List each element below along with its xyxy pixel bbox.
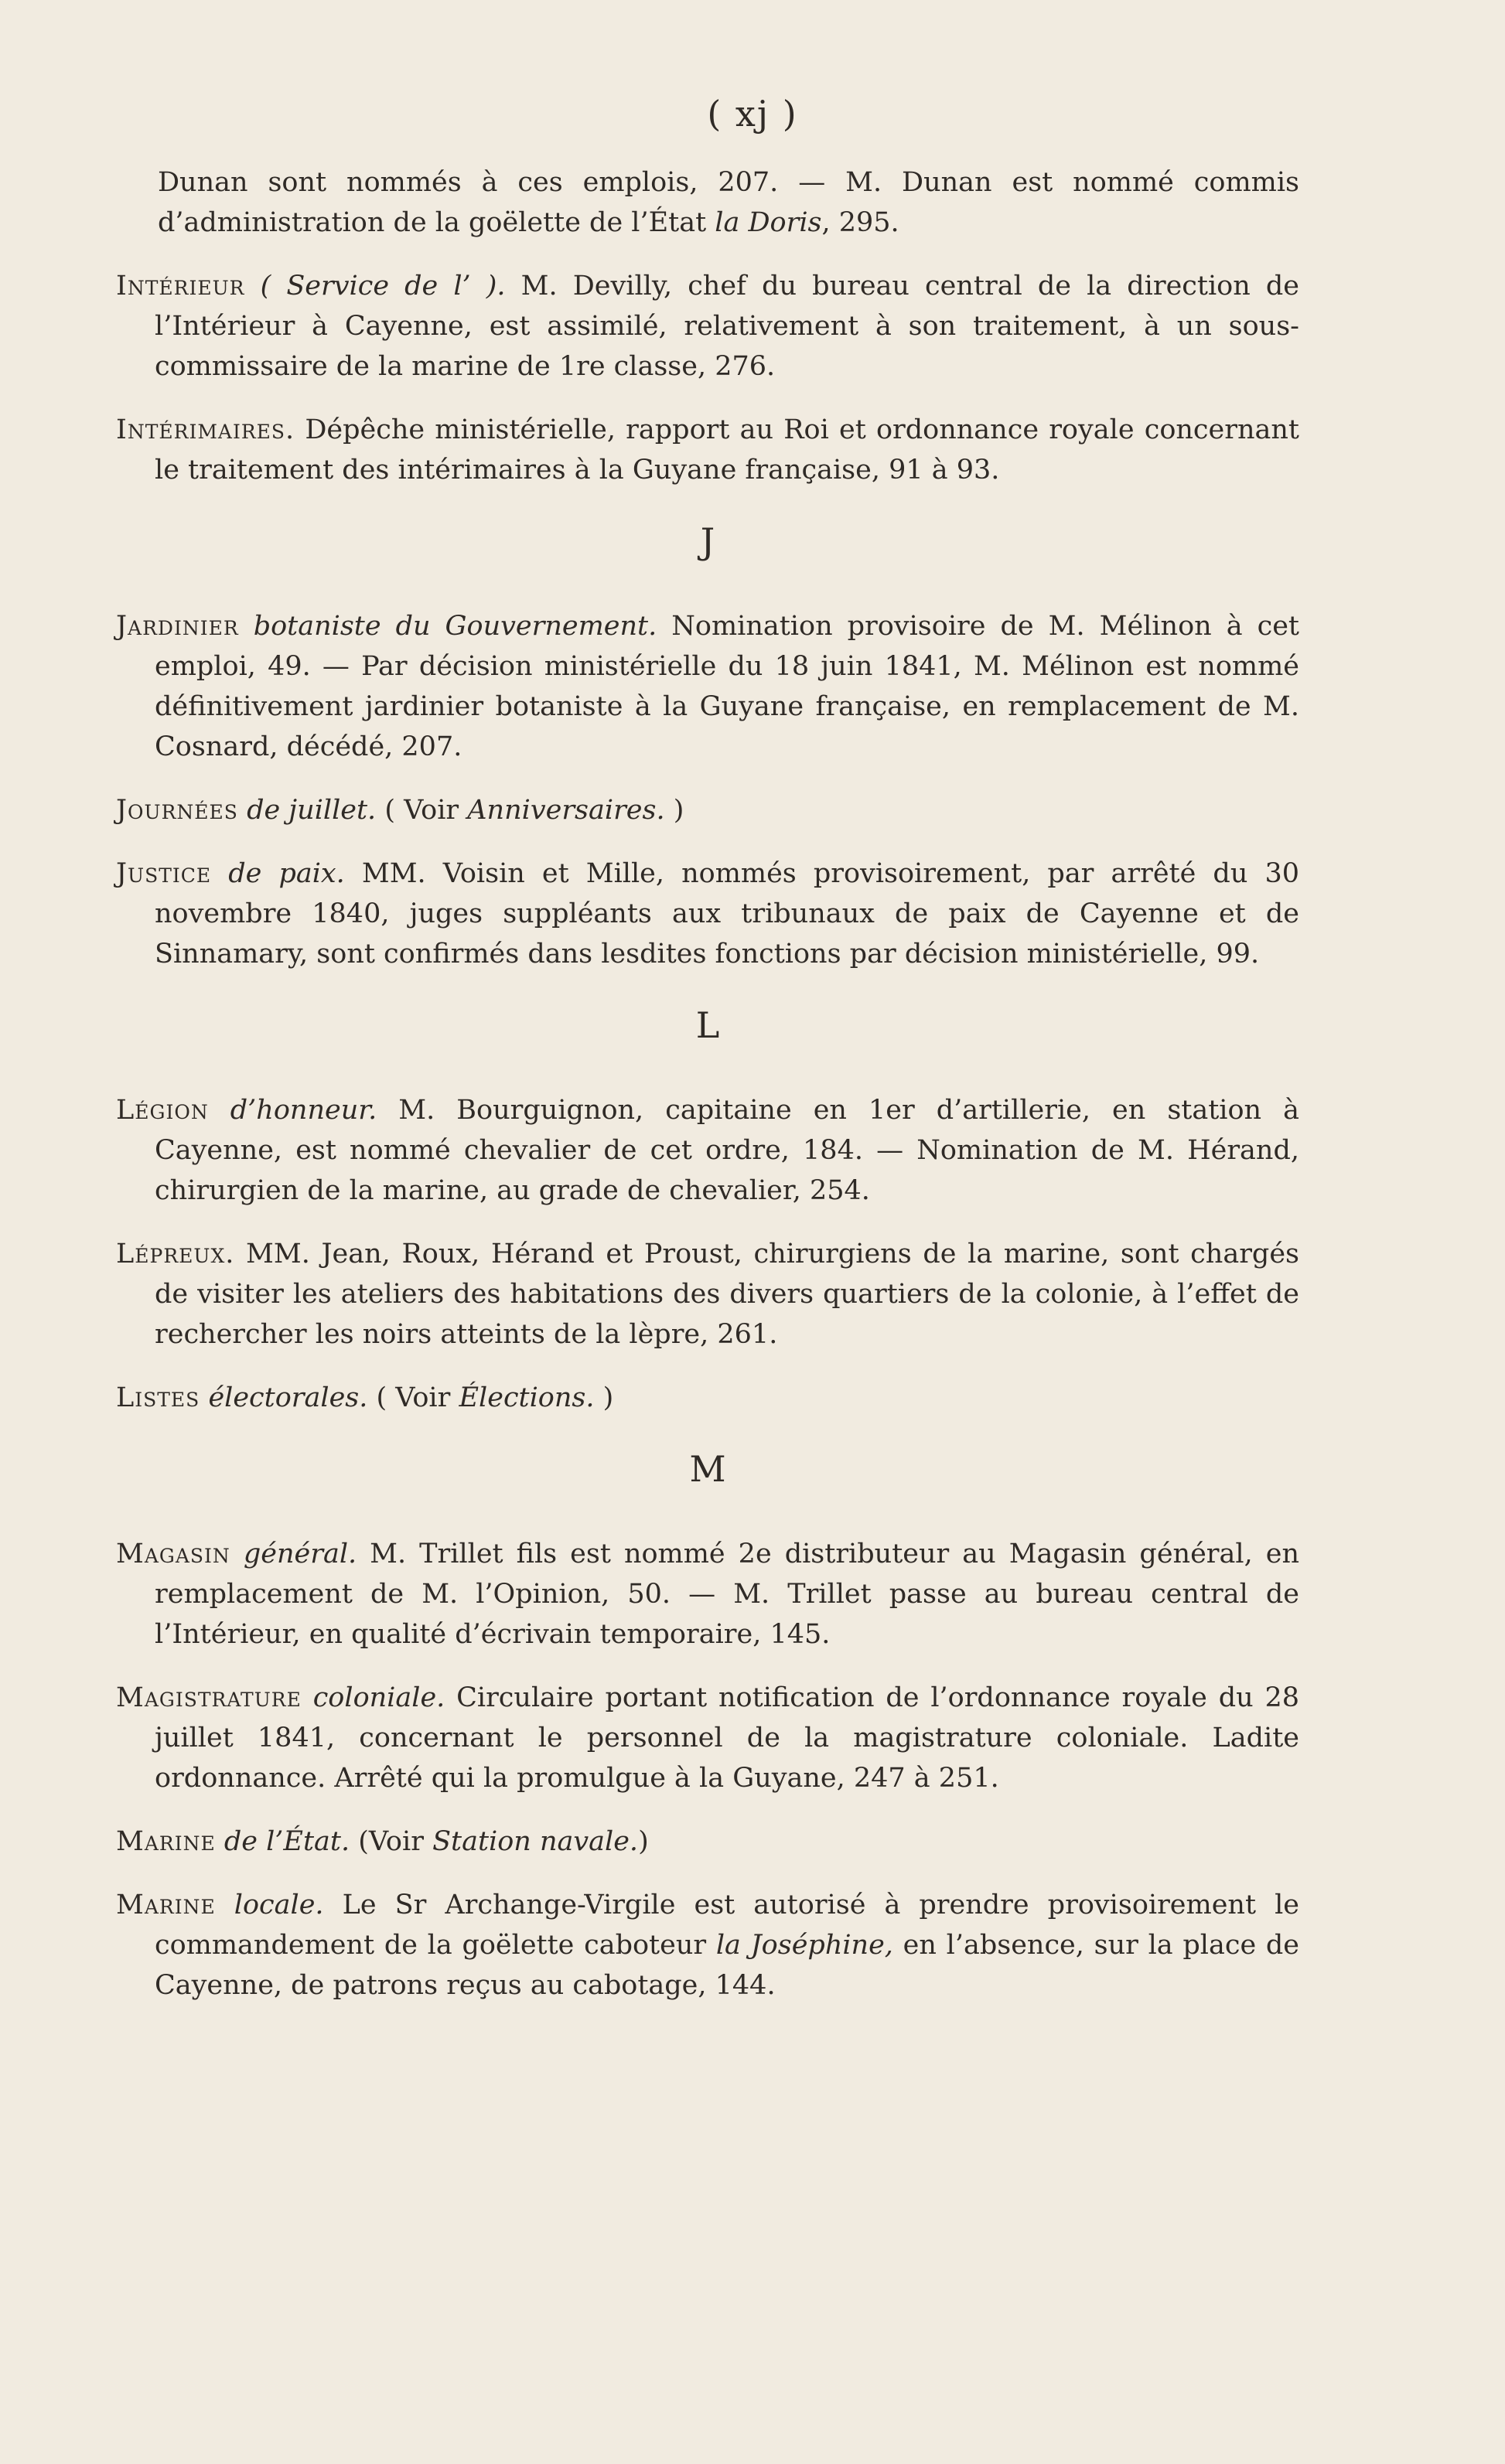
entry-heading: Marine — [116, 1890, 216, 1920]
index-content — [116, 162, 1299, 2029]
index-entry-marine-etat: Marine de l’État. (Voir Station navale.) — [116, 1826, 649, 1857]
index-entry-jardinier: Jardinier botaniste du Gouvernement. Nomination provisoire de M. Mélinon à cet emploi, 49. — Par décision ministérielle du 18 juin 1841, M. Mélinon est nommé définitivement jardinier botaniste à la Guyane française, en remplacement de M. Cosnard, décédé, 207. — [116, 611, 1299, 762]
index-entry-magistrature: Magistrature coloniale. Circulaire portant notification de l’ordonnance royale du 28 juillet 1841, concernant le personnel de la magistrature coloniale. Ladite ordonnance. Arrêté qui la promulgue à la Guyane, 247 à 251. — [116, 1682, 1299, 1794]
index-entry-marine-locale: Marine locale. Le Sr Archange-Virgile est autorisé à prendre provisoirement le commandement de la goëlette caboteur la Joséphine, en l’absence, sur la place de Cayenne, de patrons reçus au cabotage, 144. — [116, 1890, 1300, 2001]
entry-heading: Légion — [116, 1095, 209, 1126]
index-entry-magasin: Magasin général. M. Trillet fils est nommé 2e distributeur au Magasin général, en remplacement de M. l’Opinion, 50. — M. Trillet passe au bureau central de l’Intérieur, en qualité d’écrivain temporaire, 145. — [116, 1539, 1299, 1650]
section-letter-m: M — [689, 1448, 726, 1490]
entry-heading: Jardinier — [116, 611, 239, 642]
page-number: ( xj ) — [707, 93, 798, 135]
index-entry-lepreux: Lépreux. MM. Jean, Roux, Hérand et Proust, chirurgiens de la marine, sont chargés de visiter les ateliers des habitations des divers quartiers de la colonie, à l’effet de rechercher les noirs atteints de la lèpre, 261. — [116, 1239, 1299, 1350]
entry-heading: Magistrature — [116, 1682, 302, 1713]
entry-heading: Lépreux. — [116, 1239, 235, 1269]
entry-heading: Magasin — [116, 1539, 230, 1569]
entry-heading: Intérimaires. — [116, 414, 295, 445]
index-entry-listes: Listes électorales. ( Voir Élections. ) — [116, 1382, 614, 1413]
entry-heading: Marine — [116, 1826, 216, 1857]
entry-heading: Justice — [116, 858, 212, 889]
section-letter-j: J — [700, 520, 715, 562]
index-entry-interimaires: Intérimaires. Dépêche ministérielle, rapport au Roi et ordonnance royale concernant le traitement des intérimaires à la Guyane française, 91 à 93. — [116, 414, 1299, 486]
section-letter-l: L — [695, 1004, 720, 1046]
index-entry-continued: Dunan sont nommés à ces emplois, 207. — M. Dunan est nommé commis d’administration de la goëlette de l’État la Doris, 295. — [158, 167, 1299, 238]
index-entry-interieur: Intérieur ( Service de l’ ). M. Devilly, chef du bureau central de la direction de l’Intérieur à Cayenne, est assimilé, relativement à son traitement, à un sous-commissaire de la marine de 1re classe, 276. — [116, 271, 1299, 382]
index-entry-legion: Légion d’honneur. M. Bourguignon, capitaine en 1er d’artillerie, en station à Cayenne, est nommé chevalier de cet ordre, 184. — Nomination de M. Hérand, chirurgien de la marine, au grade de chevalier, 254. — [116, 1095, 1299, 1206]
index-entry-justice: Justice de paix. MM. Voisin et Mille, nommés provisoirement, par arrêté du 30 novembre 1840, juges suppléants aux tribunaux de paix de Cayenne et de Sinnamary, sont confirmés dans lesdites fonctions par décision ministérielle, 99. — [116, 858, 1299, 970]
entry-heading: Intérieur — [116, 271, 245, 302]
index-entry-journees: Journées de juillet. ( Voir Anniversaires. ) — [116, 795, 684, 826]
entry-heading: Listes — [116, 1382, 200, 1413]
entry-heading: Journées — [116, 795, 238, 826]
